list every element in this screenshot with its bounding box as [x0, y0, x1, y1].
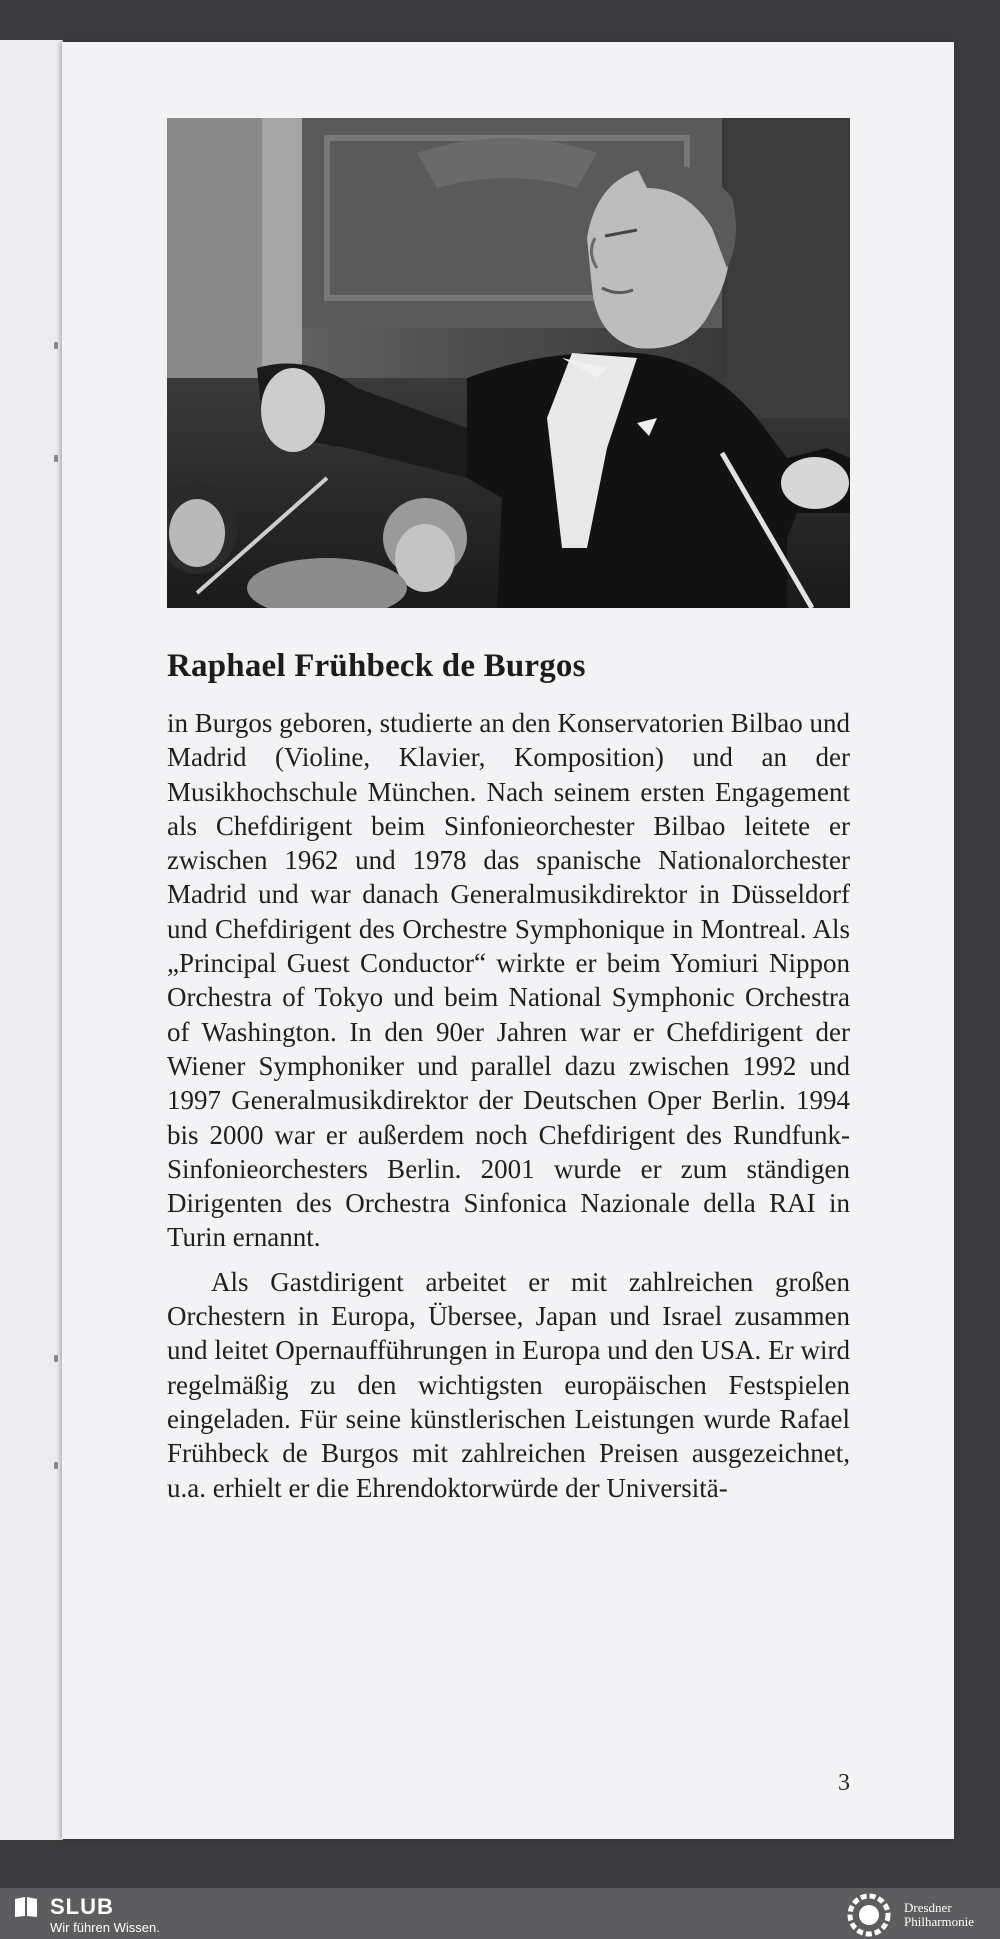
- staple-mark: [54, 1355, 58, 1362]
- orchestra-name-line1: Dresdner: [904, 1900, 952, 1915]
- staple-mark: [54, 455, 58, 462]
- photo-illustration: [167, 118, 850, 608]
- philharmonie-logo-icon: [843, 1893, 895, 1937]
- article-heading: Raphael Frühbeck de Burgos: [167, 648, 586, 684]
- orchestra-name-line2: Philharmonie: [904, 1914, 975, 1929]
- article-body: [167, 706, 850, 1505]
- library-name: SLUB: [50, 1894, 114, 1919]
- footer-bar: [0, 1888, 1000, 1939]
- facing-page-edge: [0, 40, 63, 1840]
- staple-mark: [54, 1462, 58, 1469]
- article-paragraph: Als Gastdirigent arbeitet er mit zahlreichen großen Orchestern in Europa, Übersee, Japan und Israel zusammen und leitet Opernaufführungen in Europa und den USA. Er wird regelmäßig zu den wichtigsten europäischen Festspielen eingeladen. Für seine künstlerischen Leistungen wurde Rafael Frühbeck de Burgos mit zahlreichen Preisen ausgezeichnet, u.a. erhielt er die Ehrendoktorwürde der Universitä-: [167, 1266, 850, 1503]
- staple-mark: [54, 342, 58, 349]
- conductor-photo: [167, 118, 850, 608]
- orchestra-name: [904, 1901, 974, 1929]
- document-page: [62, 42, 954, 1839]
- article-paragraph: in Burgos geboren, studierte an den Konservatorien Bilbao und Madrid (Violine, Klavier, Komposition) und an der Musikhochschule München. Nach seinem ersten Engagement als Chefdirigent beim Sinfonieorchester Bilbao leitete er zwischen 1962 und 1978 das spanische Nationalorchester Madrid und war danach Generalmusikdirektor in Düsseldorf und Chefdirigent des Orchestre Symphonique in Montreal. Als „Principal Guest Conductor“ wirkte er beim Yomiuri Nippon Orchestra of Tokyo und beim National Symphonic Orchestra of Washington. In den 90er Jahren war er Chefdirigent der Wiener Symphoniker und parallel dazu zwischen 1992 und 1997 Generalmusikdirektor der Deutschen Oper Berlin. 1994 bis 2000 war er außerdem noch Chefdirigent des Rundfunk-Sinfonieorchesters Berlin. 2001 wurde er zum ständigen Dirigenten des Orchestra Sinfonica Nazionale della RAI in Turin ernannt.: [167, 708, 850, 1253]
- slub-book-icon: [14, 1896, 38, 1918]
- library-tagline: Wir führen Wissen.: [50, 1920, 160, 1935]
- page-number: 3: [838, 1770, 850, 1796]
